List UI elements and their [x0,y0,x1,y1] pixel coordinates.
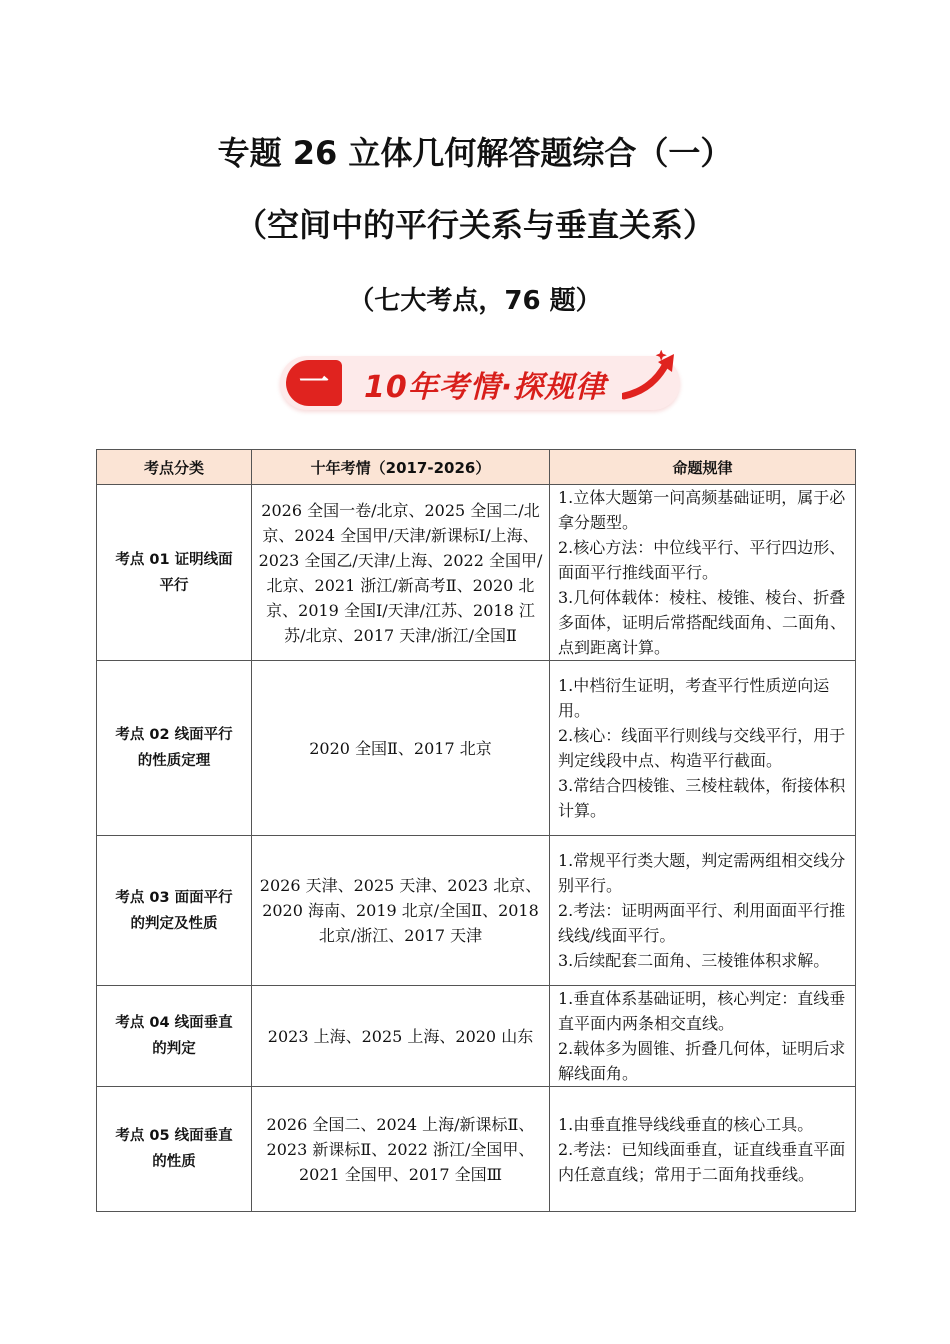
rule-item: 1.立体大题第一问高频基础证明，属于必拿分题型。 [558,488,846,532]
trend-arrow-icon [622,350,682,400]
row-category [97,986,252,1087]
row-category [97,1087,252,1212]
page-subtitle: （空间中的平行关系与垂直关系） [234,206,715,244]
header-years: 十年考情（2017-2026） [252,450,550,485]
row-category [97,485,252,661]
rule-item: 3.几何体载体：棱柱、棱锥、棱台、折叠多面体，证明后常搭配线面角、二面角、点到距离计算。 [558,588,847,657]
page-title: 专题 26 立体几何解答题综合（一） [217,134,733,172]
section-banner [272,338,702,428]
table-header-row [97,450,856,485]
rule-item: 3.后续配套二面角、三棱锥体积求解。 [558,951,830,970]
rule-item: 2.载体多为圆锥、折叠几何体，证明后求解线面角。 [558,1039,846,1083]
banner-number: 一 [286,360,342,406]
row-years: 2026 天津、2025 天津、2023 北京、2020 海南、2019 北京/全国Ⅱ、2018 北京/浙江、2017 天津 [252,836,550,986]
row-rules [550,661,856,836]
rule-item: 2.考法：证明两面平行、利用面面平行推线线/线面平行。 [558,901,846,945]
category-text: 考点 02 线面平行的性质定理 [115,727,233,769]
row-years: 2023 上海、2025 上海、2020 山东 [252,986,550,1087]
category-text: 考点 04 线面垂直的判定 [115,1015,233,1057]
banner-label: 10年考情·探规律 [364,370,607,405]
row-category [97,661,252,836]
exam-trend-table [96,449,856,1212]
header-category: 考点分类 [97,450,252,485]
rule-item: 1.常规平行类大题，判定需两组相交线分别平行。 [558,851,846,895]
rule-item: 3.常结合四棱锥、三棱柱载体，衔接体积计算。 [558,776,846,820]
rule-item: 2.考法：已知线面垂直，证直线垂直平面内任意直线；常用于二面角找垂线。 [558,1139,846,1184]
category-text: 考点 05 线面垂直的性质 [115,1128,233,1170]
table-row [97,485,856,661]
row-rules [550,836,856,986]
row-rules [550,485,856,661]
category-text: 考点 03 面面平行的判定及性质 [115,889,233,932]
table-row [97,836,856,986]
category-text: 考点 01 证明线面平行 [115,551,233,594]
row-rules [550,986,856,1087]
row-category [97,836,252,986]
rule-item: 2.核心方法：中位线平行、平行四边形、面面平行推线面平行。 [558,538,846,582]
rule-item: 1.垂直体系基础证明，核心判定：直线垂直平面内两条相交直线。 [558,989,846,1033]
header-rules: 命题规律 [550,450,856,485]
table-row [97,986,856,1087]
row-rules [550,1087,856,1212]
table-row [97,1087,856,1212]
row-years: 2026 全国二、2024 上海/新课标Ⅱ、2023 新课标Ⅱ、2022 浙江/全国甲、2021 全国甲、2017 全国Ⅲ [252,1087,550,1212]
row-years: 2020 全国Ⅱ、2017 北京 [252,661,550,836]
table-row [97,661,856,836]
rule-item: 1.由垂直推导线线垂直的核心工具。 [558,1114,814,1134]
row-years: 2026 全国一卷/北京、2025 全国二/北京、2024 全国甲/天津/新课标Ⅰ/上海、2023 全国乙/天津/上海、2022 全国甲/北京、2021 浙江/新高考Ⅱ、2020 北京、2019 全国Ⅰ/天津/江苏、2018 江苏/北京、2017 天津/浙江/全国Ⅱ [252,485,550,661]
rule-item: 1.中档衍生证明，考查平行性质逆向运用。 [558,676,830,720]
page-count-note: （七大考点，76 题） [348,286,602,316]
rule-item: 2.核心：线面平行则线与交线平行，用于判定线段中点、构造平行截面。 [558,726,846,770]
